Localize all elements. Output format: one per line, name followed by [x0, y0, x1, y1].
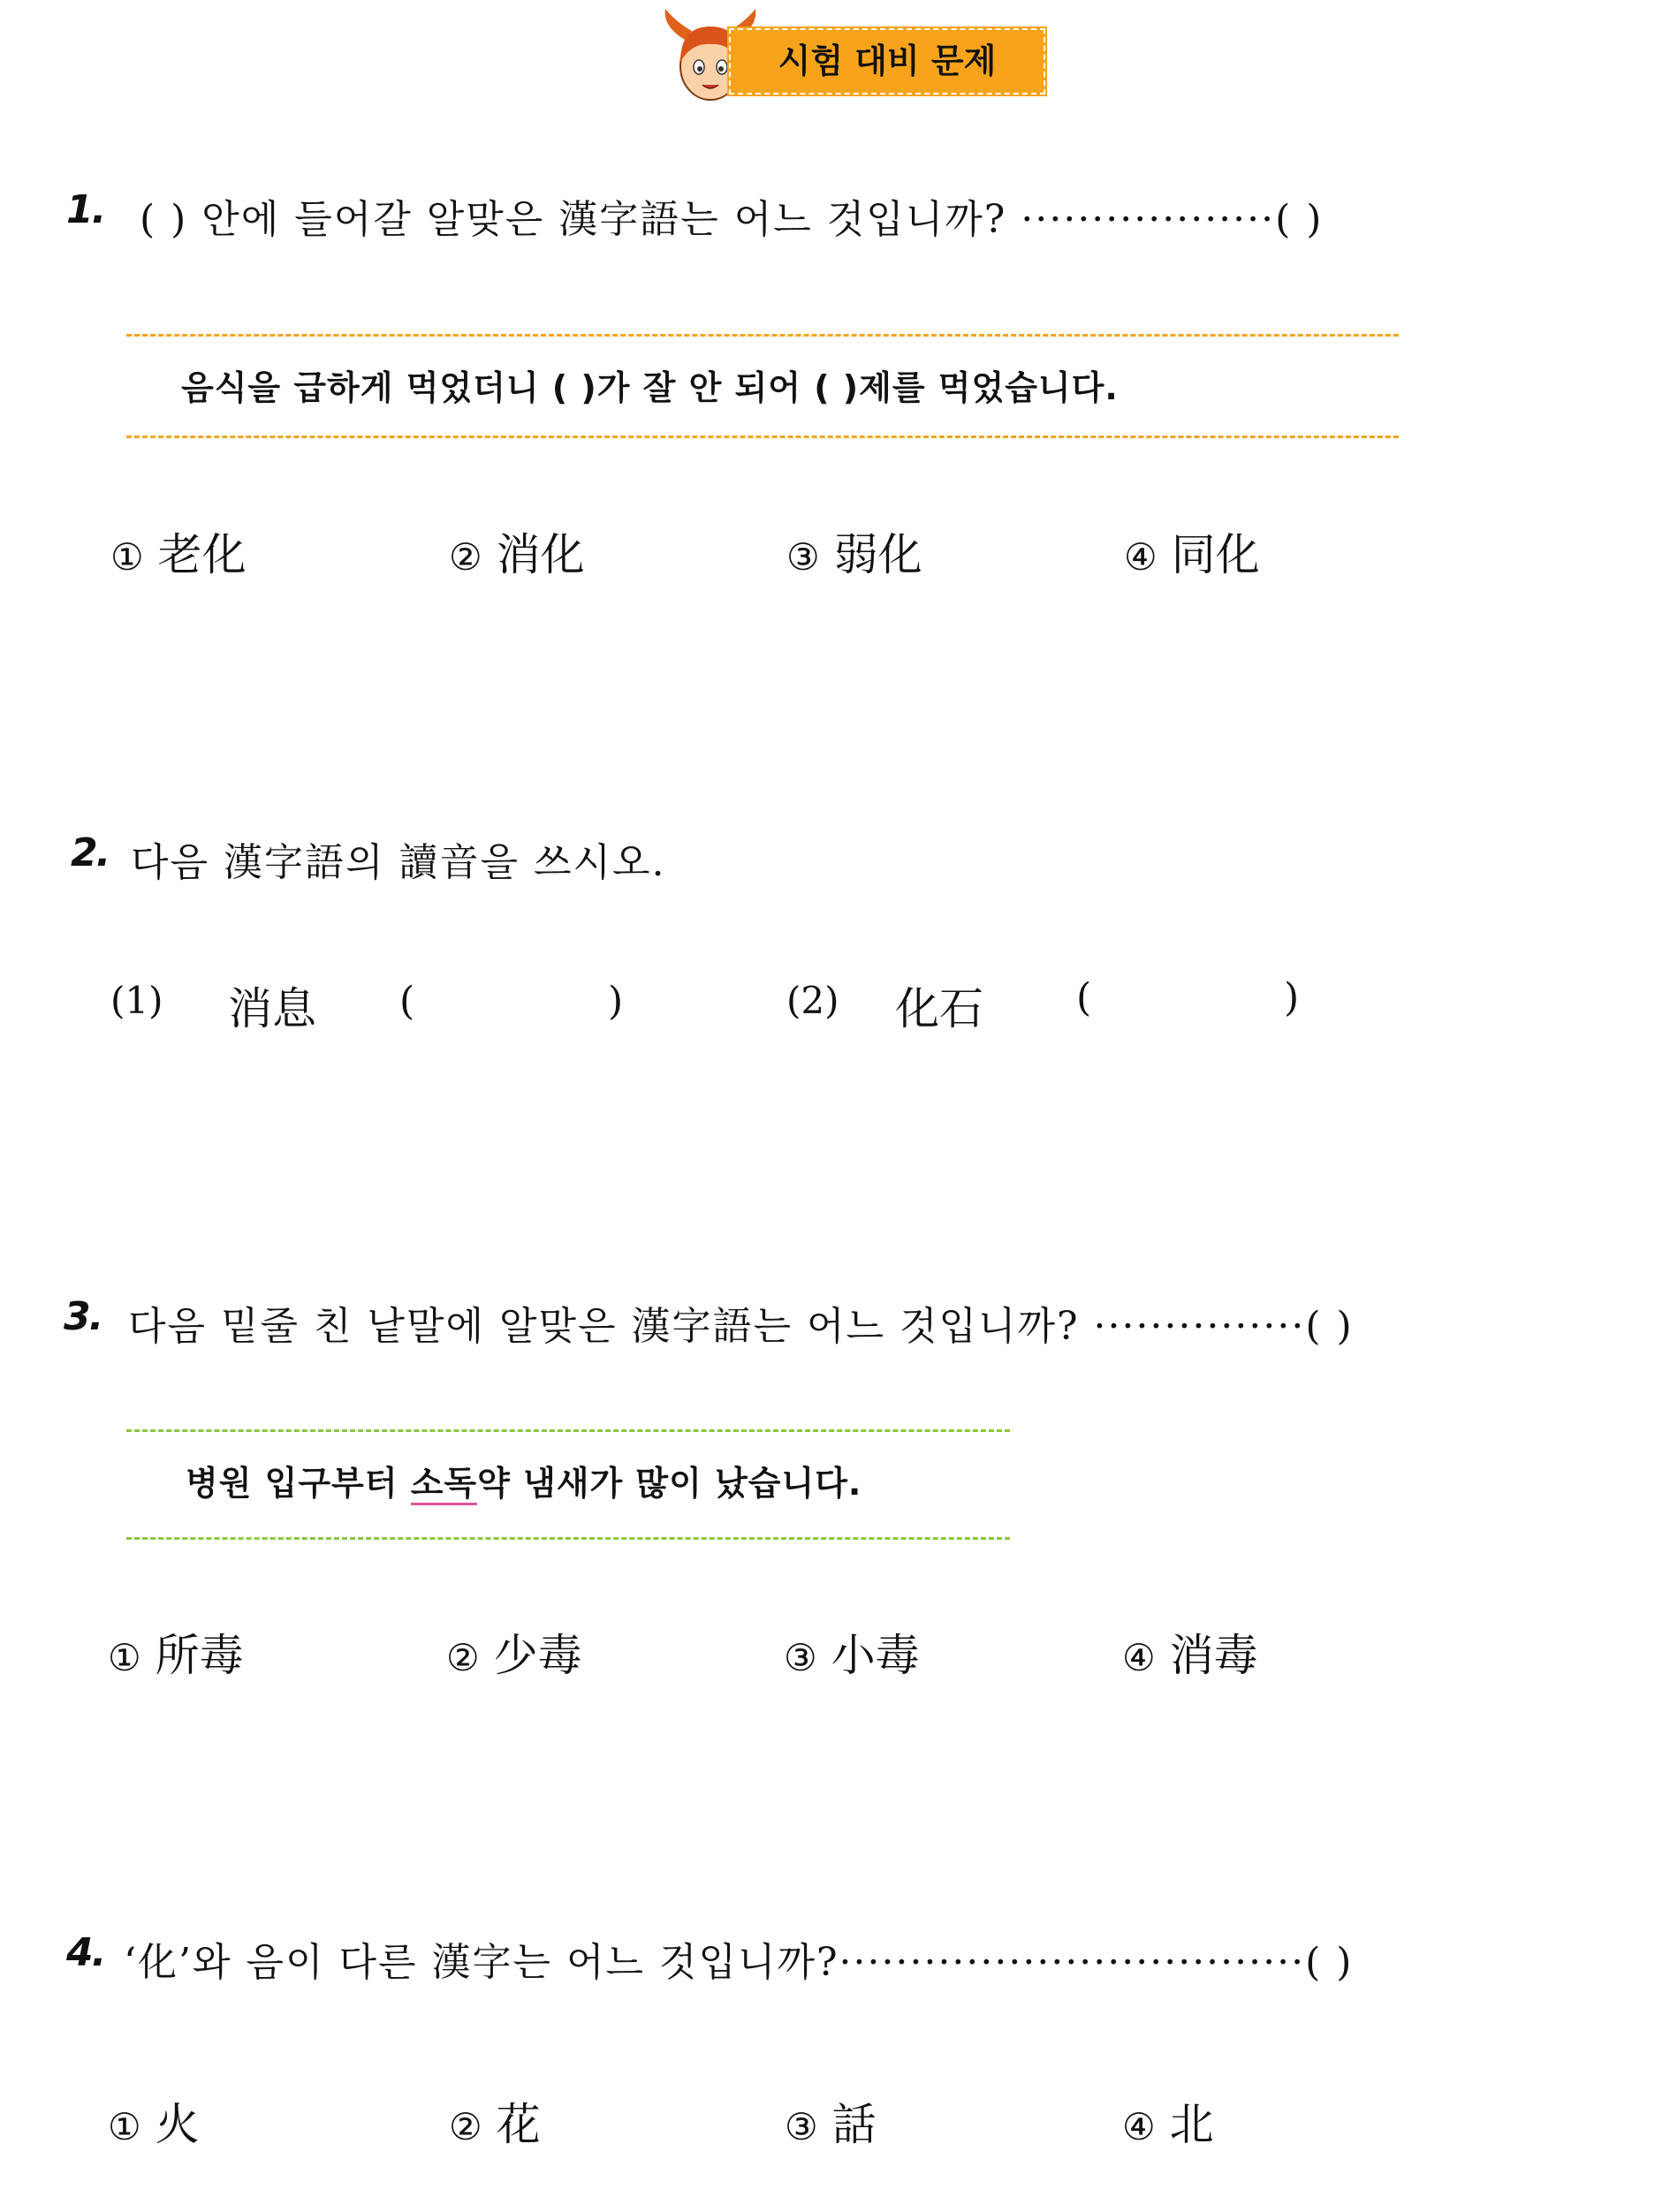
q2-item-1-mark: (1) — [110, 979, 163, 1022]
page-title: 시험 대비 문제 — [778, 42, 997, 80]
q1-option-2[interactable]: ② 消化 — [449, 529, 585, 580]
q2-item-2-word: 化石 — [895, 983, 983, 1034]
q4-option-4[interactable]: ④ 北 — [1122, 2099, 1214, 2150]
q1-number: 1. — [66, 187, 105, 232]
q4-option-2[interactable]: ② 花 — [449, 2099, 541, 2150]
q2-item-2-open: ( — [1076, 975, 1092, 1020]
q2-item-1-answer-blank[interactable] — [424, 979, 601, 1028]
q1-box-top-line — [126, 334, 1399, 337]
q3-option-1[interactable]: ① 所毒 — [108, 1630, 244, 1681]
q3-box-top-line — [126, 1429, 1010, 1432]
q1-box-bottom-line — [126, 436, 1399, 438]
q2-item-2-answer-blank[interactable] — [1101, 975, 1278, 1025]
q3-option-3[interactable]: ③ 小毒 — [784, 1630, 920, 1681]
q1-option-3[interactable]: ③ 弱化 — [786, 529, 922, 580]
q3-option-4[interactable]: ④ 消毒 — [1122, 1630, 1258, 1681]
q4-option-3[interactable]: ③ 話 — [785, 2099, 877, 2150]
q4-text: ‘化’와 음이 다른 漢字는 어느 것입니까?·································( ) — [124, 1940, 1354, 1985]
q4-number: 4. — [66, 1930, 105, 1975]
q3-box-sentence: 병원 입구부터 소독약 냄새가 많이 났습니다. — [186, 1456, 862, 1504]
q2-item-1-word: 消息 — [228, 983, 316, 1034]
q2-item-1-open: ( — [399, 979, 415, 1024]
q1-text: ( ) 안에 들어갈 알맞은 漢字語는 어느 것입니까? ··················( ) — [140, 197, 1324, 242]
q3-underlined-word: 소독 — [411, 1464, 477, 1505]
q1-option-4[interactable]: ④ 同化 — [1124, 529, 1260, 580]
q3-option-2[interactable]: ② 少毒 — [446, 1630, 582, 1681]
badge-box — [729, 28, 1045, 95]
q3-text: 다음 밑줄 친 낱말에 알맞은 漢字語는 어느 것입니까? ···············( ) — [128, 1304, 1354, 1349]
q2-number: 2. — [71, 830, 110, 875]
q2-item-2-close: ) — [1284, 975, 1300, 1020]
q2-item-2-mark: (2) — [786, 979, 839, 1022]
q4-option-1[interactable]: ① 火 — [108, 2099, 200, 2150]
header-badge — [658, 9, 1051, 106]
q2-item-1-close: ) — [608, 979, 624, 1024]
q2-text: 다음 漢字語의 讀音을 쓰시오. — [131, 840, 666, 885]
q3-number: 3. — [64, 1294, 102, 1339]
q1-option-1[interactable]: ① 老化 — [110, 529, 247, 580]
q3-box-bottom-line — [126, 1537, 1010, 1540]
q1-box-sentence: 음식을 급하게 먹었더니 ( )가 잘 안 되어 ( )제를 먹었습니다. — [181, 368, 1119, 407]
